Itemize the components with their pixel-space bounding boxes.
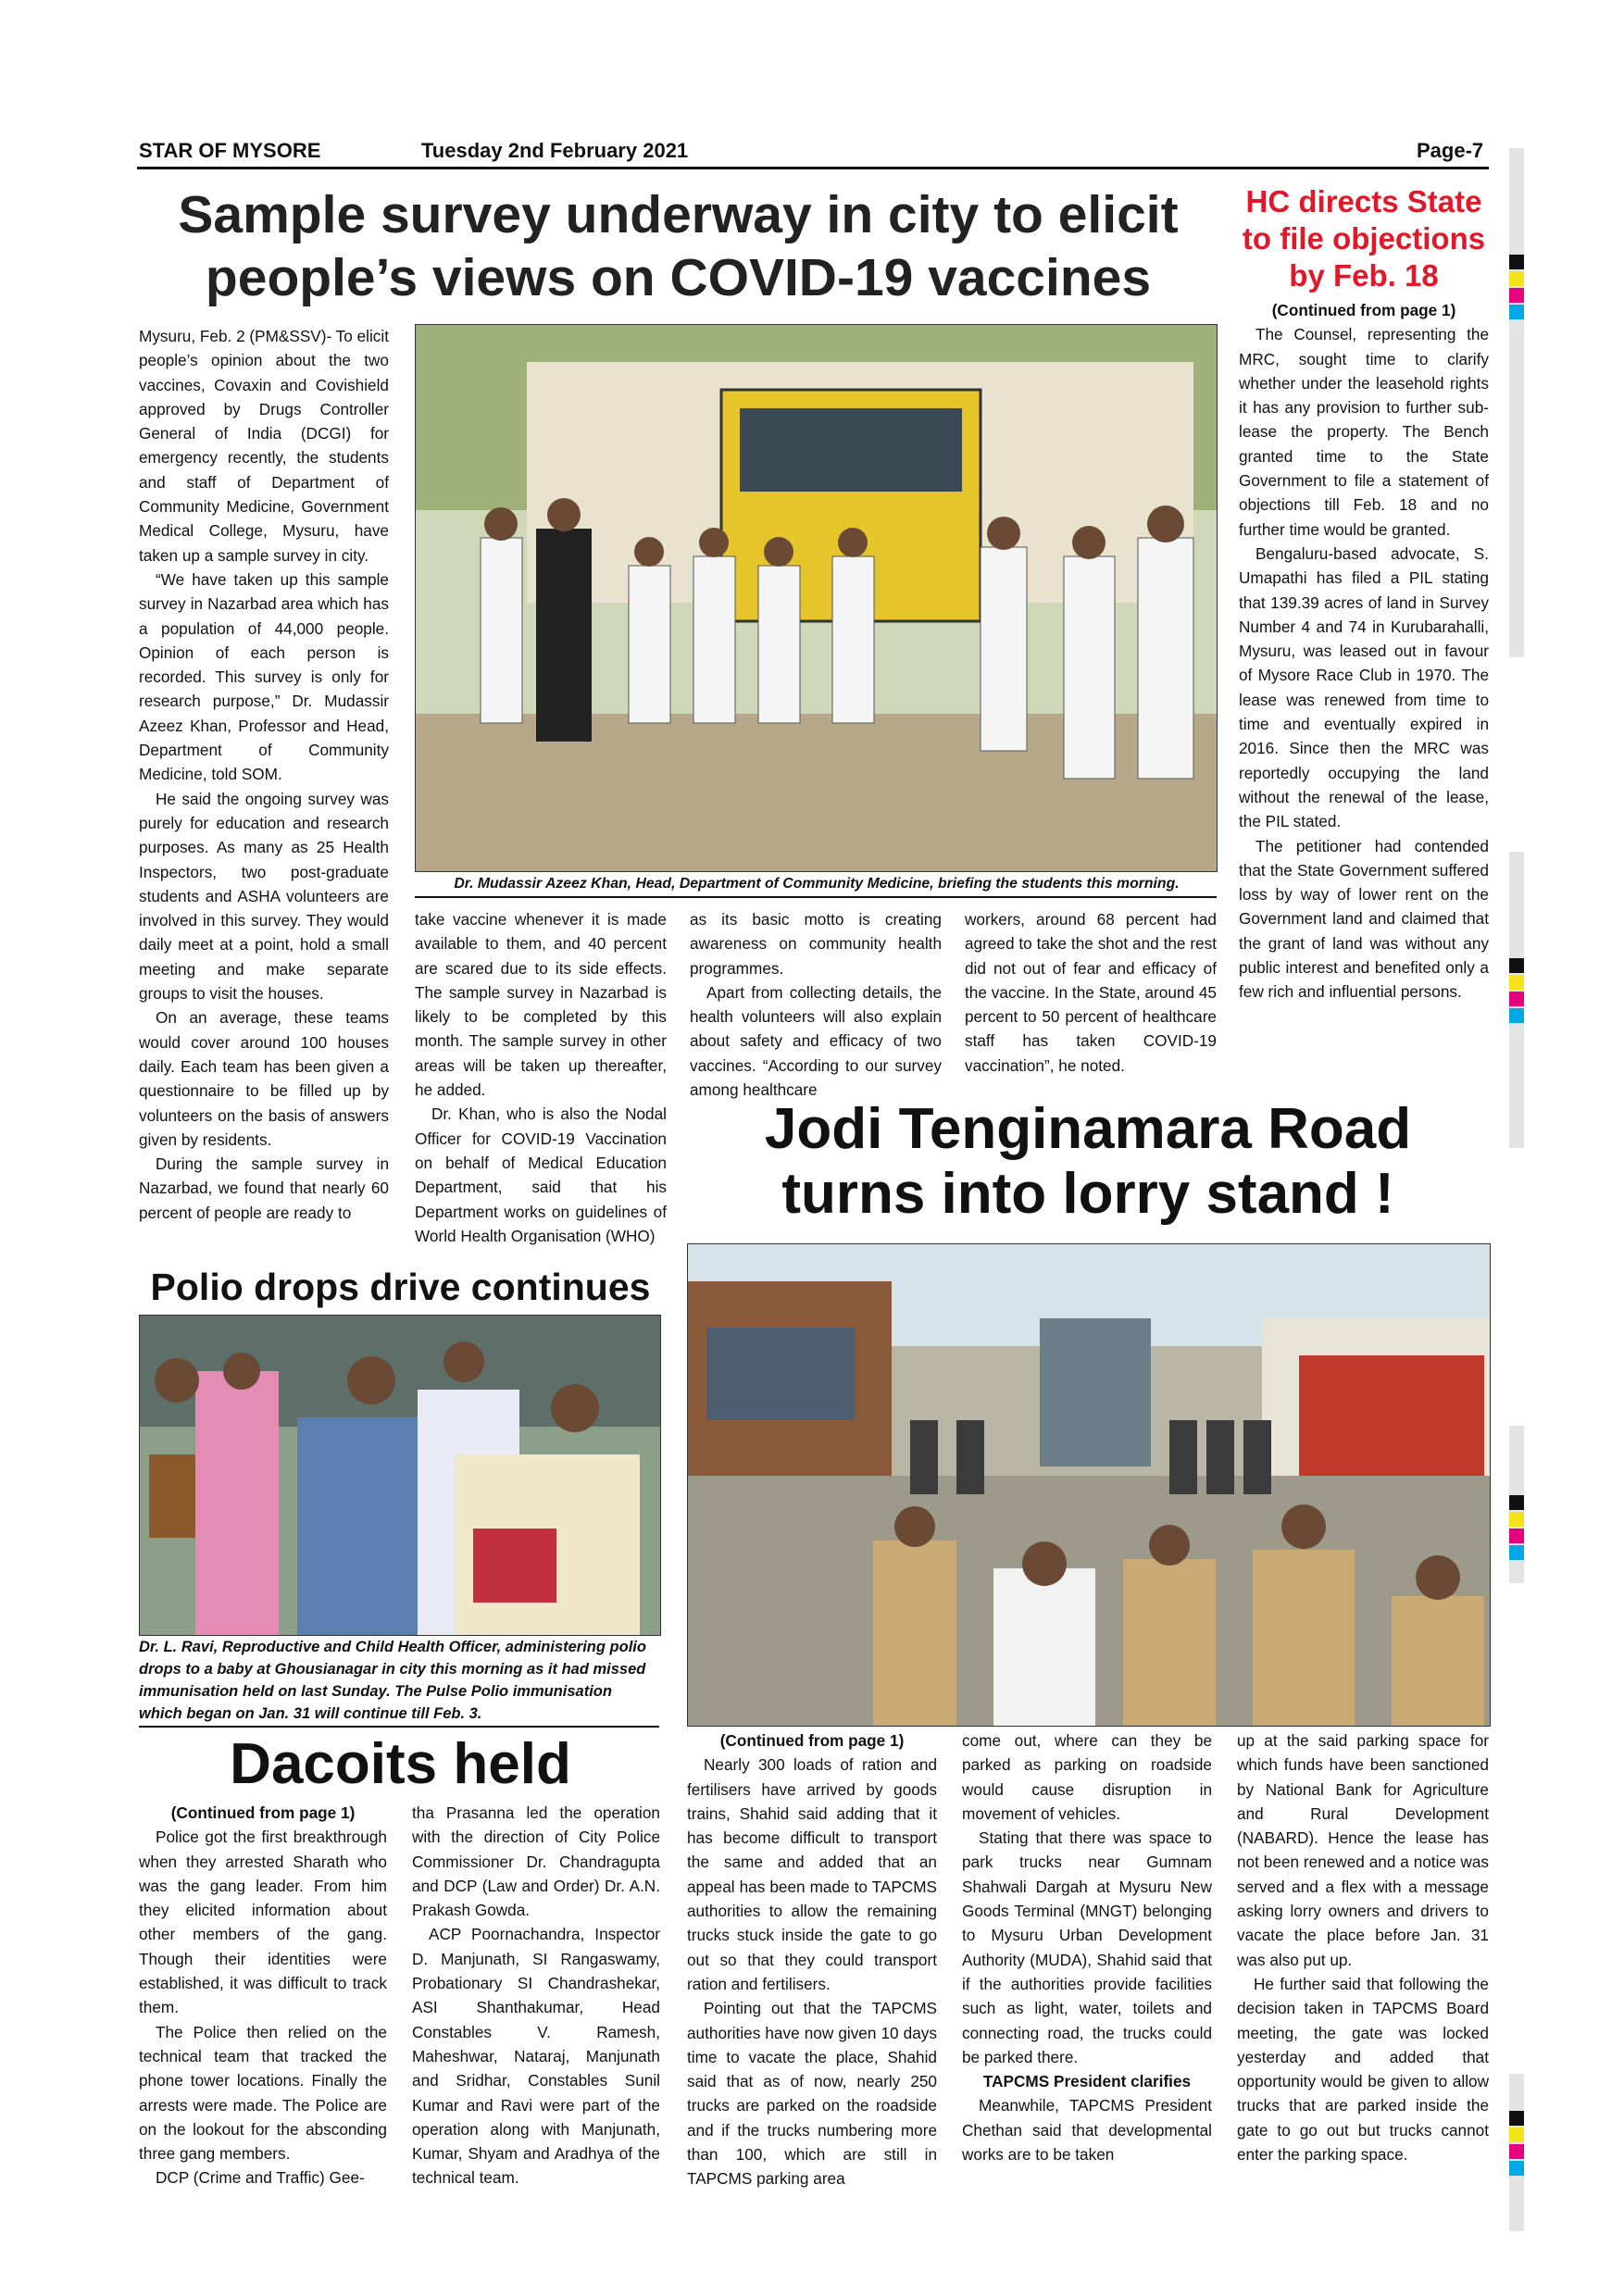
- lorry-paragraph: Stating that there was space to park trucks near Gumnam Shahwali Dargah at Mysuru New Goods Terminal (MNGT) belonging to Mysuru Urban Development Authority (MUDA), Shahid said that if the authorities provide facilities such as light, water, toilets and connecting road, the trucks could be parked there.: [962, 1828, 1212, 2066]
- hc-continued: (Continued from page 1): [1271, 301, 1456, 319]
- lorry-headline-line2: turns into lorry stand !: [781, 1162, 1394, 1226]
- lorry-paragraph: come out, where can they be parked as parking on roadside would cause disruption in movement of vehicles.: [962, 1731, 1212, 1823]
- lorry-photo-illustration: [688, 1244, 1490, 1726]
- masthead-rule: [137, 167, 1489, 169]
- dacoits-column-2: [412, 1801, 660, 2190]
- lorry-paragraph: up at the said parking space for which funds have been sanctioned by National Bank for Agriculture and Rural Development (NABARD). Hence the lease has not been renewed and a notice was served and a flex with a message asking lorry owners and drivers to vacate the place before Jan. 31 was also put up.: [1237, 1731, 1489, 1969]
- lorry-column-1: [687, 1728, 937, 2191]
- registration-mark: [1509, 288, 1524, 303]
- hc-paragraph: Bengaluru-based advocate, S. Umapathi has filed a PIL stating that 139.39 acres of land in Survey Number 4 and 74 in Kurubarahalli, Mysuru, was leased out in favour of Mysore Race Club in 1970. The lease was renewed from time to time and eventually expired in 2016. Since then the MRC was reportedly occupying the land without the renewal of the lease, the PIL stated.: [1239, 543, 1489, 831]
- survey-headline-line2: people’s views on COVID-19 vaccines: [205, 248, 1152, 307]
- lorry-headline-line1: Jodi Tenginamara Road: [764, 1097, 1412, 1161]
- registration-mark: [1509, 2144, 1524, 2159]
- lorry-paragraph: Pointing out that the TAPCMS authorities have now given 10 days time to vacate the place, Shahid said that as of now, nearly 250 trucks are parked on the roadside and if the trucks numbering more than 100, which are still in TAPCMS parking area: [687, 1999, 937, 2189]
- polio-photo: [139, 1315, 661, 1636]
- survey-paragraph: He said the ongoing survey was purely for education and research purposes. As many as 25 Health Inspectors, two post-graduate students and ASHA volunteers are involved in this survey. They would daily meet at a point, hold a small meeting and make separate groups to visit the houses.: [139, 789, 389, 1004]
- registration-mark: [1509, 2128, 1524, 2142]
- registration-mark: [1509, 1512, 1524, 1527]
- polio-headline: Polio drops drive continues: [150, 1266, 651, 1308]
- survey-paragraph: Mysuru, Feb. 2 (PM&SSV)- To elicit people’s opinion about the two vaccines, Covaxin and Covishield approved by Drugs Controller General of India (DCGI) for emergency recently, the students and staff of Department of Community Medicine, Government Medical College, Mysuru, have taken up a sample survey in city.: [139, 327, 389, 565]
- polio-photo-illustration: [140, 1316, 660, 1635]
- hc-paragraph: The Counsel, representing the MRC, sought time to clarify whether under the leasehold rights it has any provision to further sub-lease the property. The Bench granted time to the State Government to file a statement of objections till Feb. 18 and no further time would be granted.: [1239, 325, 1489, 539]
- registration-mark: [1509, 1495, 1524, 1510]
- paper-name: STAR OF MYSORE: [139, 139, 321, 162]
- margin-gray-bar: [1509, 148, 1524, 657]
- dacoits-paragraph: The Police then relied on the technical team that tracked the phone tower locations. Finally the arrests were made. The Police are on the lookout for the absconding three gang members.: [139, 2022, 387, 2164]
- lorry-photo: [687, 1243, 1491, 1727]
- survey-paragraph: Dr. Khan, who is also the Nodal Officer for COVID-19 Vaccination on behalf of Medical Education Department, said that his Department works on guidelines of World Health Organisation (WHO): [415, 1104, 667, 1245]
- survey-paragraph: During the sample survey in Nazarbad, we found that nearly 60 percent of people are ready to: [139, 1154, 389, 1222]
- lorry-paragraph: Nearly 300 loads of ration and fertilisers have arrived by goods trains, Shahid said adding that it has become difficult to transport the same and added that an appeal has been made to TAPCMS authorities to allow the remaining trucks stuck inside the gate to go out so that they could transport ration and fertilisers.: [687, 1755, 937, 1993]
- hc-headline: HC directs State to file objections by Feb. 18: [1242, 184, 1486, 293]
- lorry-paragraph: Meanwhile, TAPCMS President Chethan said that developmental works are to be taken: [962, 2096, 1212, 2165]
- survey-paragraph: Apart from collecting details, the health volunteers will also explain about safety and efficacy of two vaccines. “According to our survey among healthcare: [690, 982, 942, 1100]
- survey-column-2: [415, 907, 667, 1248]
- survey-paragraph: take vaccine whenever it is made available to them, and 40 percent are scared due to its side effects. The sample survey in Nazarbad is likely to be completed by this month. The sample survey in other areas will be taken up thereafter, he added.: [415, 910, 667, 1100]
- survey-paragraph: as its basic motto is creating awareness on community health programmes.: [690, 910, 942, 978]
- dacoits-column-1: [139, 1801, 387, 2190]
- registration-mark: [1509, 2161, 1524, 2176]
- dacoits-headline: Dacoits held: [230, 1732, 571, 1796]
- survey-caption-rule: [415, 896, 1217, 898]
- registration-mark: [1509, 975, 1524, 990]
- survey-headline: [139, 183, 1218, 309]
- page-number: Page-7: [1417, 139, 1484, 162]
- registration-mark: [1509, 305, 1524, 319]
- dacoits-paragraph: tha Prasanna led the operation with the direction of City Police Commissioner Dr. Chandragupta and DCP (Law and Order) Dr. A.N. Prakash Gowda.: [412, 1803, 660, 1920]
- registration-mark: [1509, 255, 1524, 269]
- issue-date: Tuesday 2nd February 2021: [421, 139, 689, 162]
- survey-column-1: [139, 324, 389, 1225]
- dacoits-paragraph: ACP Poornachandra, Inspector D. Manjunath, SI Rangaswamy, Probationary SI Chandrashekar, ASI Shanthakumar, Head Constables V. Ramesh, Maheshwar, Nataraj, Manjunath and Sridhar, Constables Sunil Kumar and Ravi were part of the operation along with Manjunath, Kumar, Shyam and Aradhya of the technical team.: [412, 1925, 660, 2188]
- registration-mark: [1509, 271, 1524, 286]
- survey-photo-caption: Dr. Mudassir Azeez Khan, Head, Department of Community Medicine, briefing the students this morning.: [454, 876, 1180, 892]
- registration-mark: [1509, 992, 1524, 1006]
- lorry-headline: [685, 1097, 1491, 1227]
- registration-mark: [1509, 1008, 1524, 1023]
- survey-headline-line1: Sample survey underway in city to elicit: [178, 185, 1179, 244]
- survey-column-4: [965, 907, 1217, 1078]
- hc-paragraph: The petitioner had contended that the State Government suffered loss by way of lower rent on the Government land and claimed that the grant of land was without any public interest and benefited only a few rich and influential persons.: [1239, 836, 1489, 1002]
- survey-photo: [415, 324, 1218, 872]
- lorry-column-2: [962, 1728, 1212, 2166]
- registration-mark: [1509, 958, 1524, 973]
- polio-photo-caption: Dr. L. Ravi, Reproductive and Child Health Officer, administering polio drops to a baby at Ghousianagar in city this morning as it had missed immunisation held on last Sunday. The Pulse Polio immunisation which began on Jan. 31 will continue till Feb. 3.: [139, 1639, 646, 1722]
- dacoits-continued: (Continued from page 1): [170, 1803, 356, 1822]
- survey-paragraph: On an average, these teams would cover around 100 houses daily. Each team has been given a questionnaire to be filled up by volunteers on the basis of answers given by residents.: [139, 1008, 389, 1149]
- registration-mark: [1509, 1529, 1524, 1543]
- survey-column-3: [690, 907, 942, 1102]
- survey-paragraph: workers, around 68 percent had agreed to take the shot and the rest did not out of fear and efficacy of the vaccine. In the State, around 45 percent to 50 percent of healthcare staff has taken COVID-19 vaccination”, he noted.: [965, 910, 1217, 1075]
- dacoits-paragraph: Police got the first breakthrough when they arrested Sharath who was the gang leader. From him they elicited information about other members of the gang. Though their identities were established, it was difficult to track them.: [139, 1828, 387, 2017]
- registration-mark: [1509, 1545, 1524, 1560]
- polio-caption-rule: [139, 1726, 659, 1728]
- survey-paragraph: “We have taken up this sample survey in Nazarbad area which has a population of 44,000 people. Opinion of each person is recorded. This survey is only for research purpose,” Dr. Mudassir Azeez Khan, Professor and Head, Department of Community Medicine, told SOM.: [139, 569, 389, 784]
- lorry-subhead: TAPCMS President clarifies: [982, 2072, 1192, 2091]
- lorry-continued: (Continued from page 1): [719, 1731, 905, 1750]
- lorry-column-3: [1237, 1728, 1489, 2166]
- registration-mark: [1509, 2111, 1524, 2126]
- dacoits-paragraph: DCP (Crime and Traffic) Gee-: [156, 2168, 365, 2188]
- survey-photo-illustration: [416, 325, 1217, 871]
- lorry-paragraph: He further said that following the decision taken in TAPCMS Board meeting, the gate was locked yesterday and added that opportunity would be given to allow trucks that are parked inside the gate to go out but trucks cannot enter the parking space.: [1237, 1974, 1489, 2165]
- hc-article: [1239, 298, 1489, 1004]
